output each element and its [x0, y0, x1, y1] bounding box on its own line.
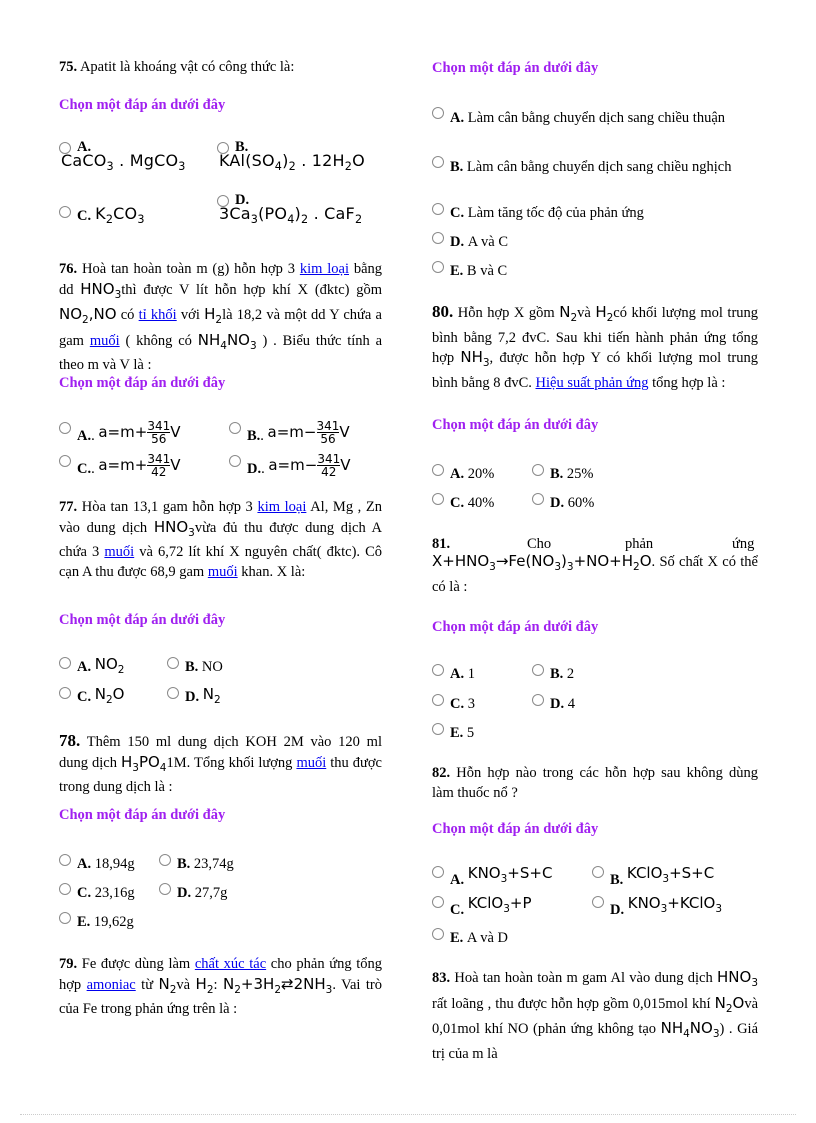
radio-button[interactable] — [167, 657, 179, 669]
radio-button[interactable] — [432, 928, 444, 940]
radio-button[interactable] — [432, 156, 444, 168]
radio-button[interactable] — [592, 896, 604, 908]
q75-option-a[interactable]: A. CaCO$_3$ . MgCO$_3$ — [61, 139, 186, 174]
radio-button[interactable] — [59, 455, 71, 467]
q81-option-d[interactable]: D. 4 — [532, 692, 575, 713]
q82-option-e[interactable]: E. A và D — [432, 926, 508, 947]
radio-button[interactable] — [432, 261, 444, 273]
link-muoi[interactable]: muối — [296, 754, 327, 771]
radio-button[interactable] — [532, 664, 544, 676]
q79-option-e[interactable]: E. B và C — [432, 259, 507, 280]
link-chat-xuc-tac[interactable]: chất xúc tác — [194, 956, 267, 972]
radio-button[interactable] — [159, 883, 171, 895]
radio-button[interactable] — [432, 866, 444, 878]
q80-option-b[interactable]: B. 25% — [532, 462, 594, 483]
radio-button[interactable] — [229, 455, 241, 467]
question-75: 75. Apatit là khoáng vật có công thức là: — [59, 59, 295, 75]
q82-option-a[interactable]: A. $KNO_3+S+C$ — [432, 864, 552, 889]
question-77: 77. Hòa tan 13,1 gam hỗn hợp 3 kim loại Al, Mg , Zn vào dung dịch $HNO_3vừa$ đủ thu được dung dịch A chứa 3 muối và 6,72 lít khí X nguyên chất( đktc). Cô cạn A thu được 68,9 gam muối khan. X là: — [59, 499, 383, 580]
question-78: 78. Thêm 150 ml dung dịch KOH 2M vào 120 ml dung dịch $H_3PO_41M$. Tổng khối lượng muối thu được trong dung dịch là : — [59, 731, 382, 795]
q78-option-e[interactable]: E. 19,62g — [59, 910, 134, 931]
question-76: 76. Hoà tan hoàn toàn m (g) hỗn hợp 3 kim loại bằng dd $HNO_3thì$ được V lít hỗn hợp khí X (đktc) gồm $NO_2,NO$ có tỉ khối với $H_2là$ 18,2 và một dd Y chứa a gam muối ( không có $NH_4NO_3$ ) . Biểu thức tính a theo m và V là : — [59, 261, 383, 373]
link-kim-loai[interactable]: kim loại — [257, 499, 307, 515]
q82-option-d[interactable]: D. $KNO_3+KClO_3$ — [592, 894, 722, 919]
q82-option-b[interactable]: B. KClO$_3$+S+C — [592, 864, 714, 889]
question-81-body: $X+HNO_3\to Fe(NO_3)_3+NO+H_2O$. Số chất X có thể có là : — [432, 552, 758, 595]
radio-button[interactable] — [532, 464, 544, 476]
q78-option-b[interactable]: B. 23,74g — [159, 852, 234, 873]
radio-button[interactable] — [432, 464, 444, 476]
radio-button[interactable] — [432, 107, 444, 119]
link-ti-khoi[interactable]: tỉ khối — [138, 307, 177, 323]
answer-prompt: Chọn một đáp án dưới đây — [59, 807, 226, 823]
radio-button[interactable] — [592, 866, 604, 878]
answer-prompt: Chọn một đáp án dưới đây — [432, 60, 599, 76]
radio-button[interactable] — [432, 694, 444, 706]
q81-option-a[interactable]: A. 1 — [432, 662, 475, 683]
radio-button[interactable] — [167, 687, 179, 699]
link-amoniac[interactable]: amoniac — [86, 976, 136, 993]
radio-button[interactable] — [59, 883, 71, 895]
question-83: 83. Hoà tan hoàn toàn m gam Al vào dung dịch $HNO_3$ rất loãng , thu được hỗn hợp gồm 0,015mol khí $N_2Ovà$ 0,01mol khí NO (phản ứng không tạo $NH_4NO_3$) . Giá trị của m là — [432, 968, 759, 1062]
q78-option-d[interactable]: D. 27,7g — [159, 881, 227, 902]
radio-button[interactable] — [532, 493, 544, 505]
q82-option-c[interactable]: C. KClO$_3$+P — [432, 894, 532, 919]
answer-prompt: Chọn một đáp án dưới đây — [59, 375, 226, 391]
radio-button[interactable] — [432, 896, 444, 908]
radio-button[interactable] — [59, 912, 71, 924]
q75-option-d[interactable]: D. $3Ca_3(PO_4)_2$ . CaF$_2$ — [219, 192, 363, 227]
q79-option-c[interactable]: C. Làm tăng tốc độ của phản ứng — [432, 201, 644, 222]
radio-button[interactable] — [59, 854, 71, 866]
q79-option-d[interactable]: D. A và C — [432, 230, 508, 251]
q80-option-a[interactable]: A. 20% — [432, 462, 494, 483]
answer-prompt: Chọn một đáp án dưới đây — [59, 612, 226, 628]
link-kim-loai[interactable]: kim loại — [299, 261, 349, 277]
radio-button[interactable] — [432, 203, 444, 215]
q75-option-b[interactable]: B. $KAl(SO_4)_2$ . $12H_2O$ — [219, 139, 365, 174]
radio-button[interactable] — [229, 422, 241, 434]
radio-button[interactable] — [432, 493, 444, 505]
q78-option-a[interactable]: A. 18,94g — [59, 852, 135, 873]
q76-option-c[interactable]: C. . a=m+ $\frac{341}{42}$ V — [59, 453, 180, 478]
answer-prompt: Chọn một đáp án dưới đây — [432, 619, 599, 635]
q76-option-b[interactable]: B. . a=m− $\frac{341}{56}$ V — [229, 420, 350, 445]
radio-button[interactable] — [159, 854, 171, 866]
radio-button[interactable] — [59, 687, 71, 699]
radio-button[interactable] — [432, 723, 444, 735]
q81-option-e[interactable]: E. 5 — [432, 721, 474, 742]
link-muoi[interactable]: muối — [89, 332, 120, 349]
q80-option-d[interactable]: D. 60% — [532, 491, 594, 512]
q80-option-c[interactable]: C. 40% — [432, 491, 494, 512]
question-81: 81. Cho phản ứng — [432, 536, 755, 552]
link-muoi[interactable]: muối — [207, 563, 238, 580]
q79-option-b[interactable]: B. Làm cân bằng chuyển dịch sang chiều nghịch — [432, 154, 758, 177]
q78-option-c[interactable]: C. 23,16g — [59, 881, 135, 902]
q81-option-b[interactable]: B. 2 — [532, 662, 574, 683]
q77-option-d[interactable]: D. $N_2$ — [167, 685, 221, 706]
question-79: 79. Fe được dùng làm chất xúc tác cho phản ứng tổng hợp amoniac từ $N_2và$ $H_2$: $N_2+3H_2⇄2NH_3$. Vai trò của Fe trong phản ứng trên là : — [59, 956, 383, 1017]
q77-option-b[interactable]: B. NO — [167, 655, 223, 676]
page-bottom-divider — [20, 1114, 796, 1115]
q79-option-a[interactable]: A. Làm cân bằng chuyển dịch sang chiều thuận — [432, 105, 758, 128]
q81-option-c[interactable]: C. 3 — [432, 692, 475, 713]
radio-button[interactable] — [432, 664, 444, 676]
q77-option-a[interactable]: A. $NO_2$ — [59, 655, 124, 676]
q77-option-c[interactable]: C. $N_2O$ — [59, 685, 124, 706]
question-82: 82. Hỗn hợp nào trong các hỗn hợp sau không dùng làm thuốc nổ ? — [432, 765, 758, 801]
link-hieu-suat-phan-ung[interactable]: Hiệu suất phản ứng — [535, 374, 649, 391]
answer-prompt: Chọn một đáp án dưới đây — [432, 417, 599, 433]
radio-button[interactable] — [59, 422, 71, 434]
radio-button[interactable] — [59, 657, 71, 669]
q75-option-c[interactable]: C. $K_2CO_3$ — [59, 204, 145, 226]
q76-option-a[interactable]: A. . a=m+ $\frac{341}{56}$ V — [59, 420, 180, 445]
answer-prompt: Chọn một đáp án dưới đây — [59, 97, 226, 113]
radio-button[interactable] — [532, 694, 544, 706]
question-80: 80. Hỗn hợp X gồm $N_2và$ $H_2có$ khối lượng mol trung bình bằng 7,2 đvC. Sau khi tiến hành phản ứng tổng hợp $NH_3$, được hỗn hợp Y có khối lượng mol trung bình bằng 8 đvC. Hiệu suất phản ứng tổng hợp là : — [432, 302, 759, 391]
answer-prompt: Chọn một đáp án dưới đây — [432, 821, 599, 837]
link-muoi[interactable]: muối — [104, 544, 135, 560]
q76-option-d[interactable]: D. . a=m− $\frac{341}{42}$ V — [229, 453, 350, 478]
radio-button[interactable] — [432, 232, 444, 244]
radio-button[interactable] — [59, 206, 71, 218]
